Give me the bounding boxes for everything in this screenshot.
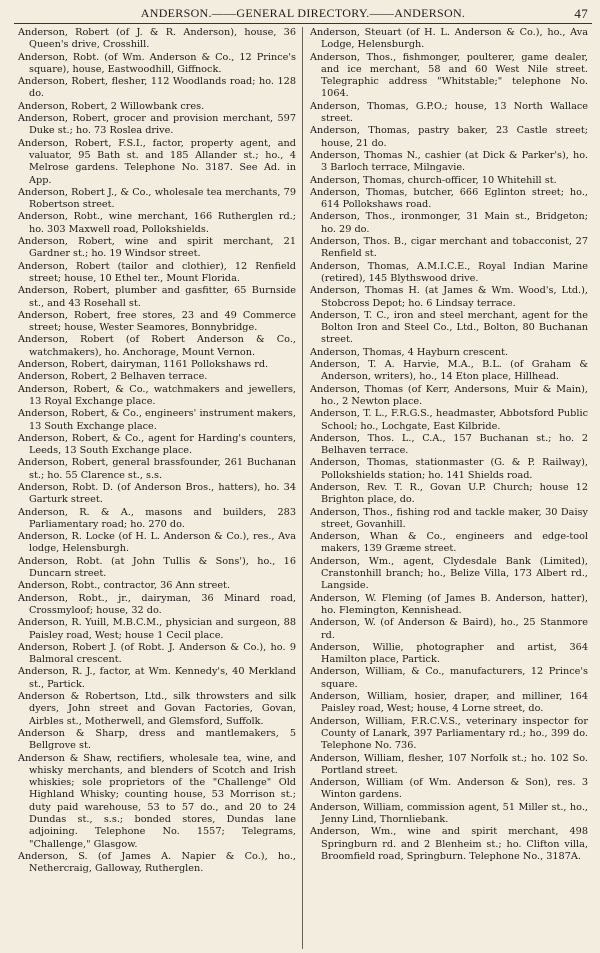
directory-entry: Anderson, Robert, plumber and gasfitter, 65 Burnside st., and 43 Rosehall st. bbox=[18, 285, 296, 309]
directory-entry: Anderson, Whan & Co., engineers and edge-tool makers, 139 Græme street. bbox=[310, 531, 588, 555]
directory-entry: Anderson, Robert, dairyman, 1161 Pollokshaws rd. bbox=[18, 359, 269, 371]
directory-entry: Anderson, Robert, general brassfounder, 261 Buchanan st.; ho. 55 Clarence st., s.s. bbox=[18, 457, 296, 481]
left-column bbox=[14, 27, 303, 949]
directory-entry: Anderson, Thomas, butcher, 666 Eglinton street; ho., 614 Pollokshaws road. bbox=[310, 186, 588, 211]
right-column bbox=[303, 27, 592, 949]
directory-entry: Anderson, T. L., F.R.G.S., headmaster, Abbotsford Public School; ho., Lochgate, East Kilbride. bbox=[310, 408, 588, 432]
directory-entry: Anderson, Robt., contractor, 36 Ann street. bbox=[18, 580, 231, 592]
directory-entry: Anderson, Robert J. (of Robt. J. Anderson & Co.), ho. 9 Balmoral crescent. bbox=[18, 641, 296, 666]
header-rule bbox=[14, 23, 592, 24]
directory-entry: Anderson, R. Locke (of H. L. Anderson & Co.), res., Ava lodge, Helensburgh. bbox=[18, 531, 296, 555]
directory-entry: Anderson, Robert, & Co., engineers' instrument makers, 13 South Exchange place. bbox=[18, 408, 296, 432]
directory-entry: Anderson, William, commission agent, 51 Miller st., ho., Jenny Lind, Thornliebank. bbox=[310, 801, 588, 825]
directory-entry: Anderson, Thomas, church-officer, 10 Whitehill st. bbox=[310, 174, 557, 186]
directory-entry: Anderson, Steuart (of H. L. Anderson & Co.), ho., Ava Lodge, Helensburgh. bbox=[310, 27, 588, 51]
directory-entry: Anderson, Robert, flesher, 112 Woodlands road; ho. 128 do. bbox=[18, 76, 296, 100]
directory-entry: Anderson, R. Yuill, M.B.C.M., physician and surgeon, 88 Paisley road, West; house 1 Cecil place. bbox=[18, 617, 296, 641]
directory-entry: Anderson, Thomas, pastry baker, 23 Castle street; house, 21 do. bbox=[310, 125, 588, 149]
directory-entry: Anderson, W. Fleming (of James B. Anderson, hatter), ho. Flemington, Kennishead. bbox=[310, 592, 588, 616]
directory-entry: Anderson, Thos., fishmonger, poulterer, game dealer, and ice merchant, 58 and 60 West Nile street. Telegraphic address "Whitstable;" telephone No. 1064. bbox=[310, 51, 588, 100]
directory-entry: Anderson, T. C., iron and steel merchant, agent for the Bolton Iron and Steel Co., Ltd., Bolton, 80 Buchanan street. bbox=[310, 309, 588, 346]
directory-entry: Anderson, W. (of Anderson & Baird), ho., 25 Stanmore rd. bbox=[310, 617, 588, 641]
directory-entry: Anderson, Robt. (at John Tullis & Sons'), ho., 16 Duncarn street. bbox=[18, 555, 296, 580]
running-header bbox=[14, 6, 592, 22]
directory-entry: Anderson, Thos. L., C.A., 157 Buchanan st.; ho. 2 Belhaven terrace. bbox=[310, 432, 588, 457]
directory-entry: Anderson, Thomas, A.M.I.C.E., Royal Indian Marine (retired), 145 Blythswood drive. bbox=[310, 260, 588, 284]
directory-entry: Anderson, Robt. D. (of Anderson Bros., hatters), ho. 34 Garturk street. bbox=[18, 481, 296, 506]
directory-entry: Anderson, Robert (of Robert Anderson & Co., watchmakers), ho. Anchorage, Mount Vernon. bbox=[18, 334, 296, 358]
directory-entry: Anderson, Thomas, 4 Hayburn crescent. bbox=[310, 346, 509, 358]
directory-entry: Anderson, Robert, & Co., agent for Harding's counters, Leeds, 13 South Exchange place. bbox=[18, 432, 296, 457]
directory-entry: Anderson, Robt. (of Wm. Anderson & Co., 12 Prince's square), house, Eastwoodhill, Giffnock. bbox=[18, 51, 296, 75]
directory-entry: Anderson, Thomas H. (at James & Wm. Wood's, Ltd.), Stobcross Depot; ho. 6 Lindsay terrace. bbox=[310, 285, 588, 309]
directory-entry: Anderson, Rev. T. R., Govan U.P. Church; house 12 Brighton place, do. bbox=[310, 481, 588, 506]
directory-entry: Anderson, Robert, grocer and provision merchant, 597 Duke st.; ho. 73 Roslea drive. bbox=[18, 113, 296, 137]
directory-entry: Anderson, Thomas N., cashier (at Dick & Parker's), ho. 3 Barloch terrace, Milngavie. bbox=[310, 149, 588, 174]
directory-entry: Anderson, Thomas, G.P.O.; house, 13 North Wallace street. bbox=[310, 100, 588, 125]
directory-entry: Anderson & Robertson, Ltd., silk throwsters and silk dyers, John street and Govan Factories, Govan, Airbles st., Motherwell, and Glemsford, Suffolk. bbox=[18, 691, 296, 727]
directory-entry: Anderson, Thomas, stationmaster (G. & P. Railway), Pollokshields station; ho. 141 Shields road. bbox=[310, 457, 588, 481]
directory-entry: Anderson, S. (of James A. Napier & Co.), ho., Nethercraig, Galloway, Rutherglen. bbox=[18, 850, 296, 875]
header-title: ANDERSON.——GENERAL DIRECTORY.——ANDERSON. bbox=[140, 6, 466, 20]
directory-entry: Anderson, R. J., factor, at Wm. Kennedy's, 40 Merkland st., Partick. bbox=[18, 666, 296, 690]
columns bbox=[14, 27, 592, 949]
directory-entry: Anderson & Shaw, rectifiers, wholesale tea, wine, and whisky merchants, and blenders of Scotch and Irish whiskies; sole proprietors of the "Challenge" Old Highland Whisky; counting house, 53 Morrison st.; duty paid warehouse, 53 to 57 do., and 20 to 24 Dundas st., s.s.; bonded stores, Dundas lane adjoining. Telephone No. 1557; Telegrams, "Challenge," Glasgow. bbox=[18, 752, 296, 850]
directory-entry: Anderson, Thos., fishing rod and tackle maker, 30 Daisy street, Govanhill. bbox=[310, 506, 588, 530]
directory-entry: Anderson, Willie, photographer and artist, 364 Hamilton place, Partick. bbox=[310, 641, 588, 666]
directory-entry: Anderson, Robert, 2 Belhaven terrace. bbox=[18, 371, 208, 383]
directory-entry: Anderson, William, hosier, draper, and milliner, 164 Paisley road, West; house, 4 Lorne street, do. bbox=[310, 691, 588, 715]
directory-entry: Anderson, Robert, & Co., watchmakers and jewellers, 13 Royal Exchange place. bbox=[18, 383, 296, 407]
directory-entry: Anderson, Robert, wine and spirit merchant, 21 Gardner st.; ho. 19 Windsor street. bbox=[18, 236, 296, 260]
directory-entry: Anderson, Robt., wine merchant, 166 Rutherglen rd.; ho. 303 Maxwell road, Pollokshields. bbox=[18, 211, 296, 235]
directory-entry: Anderson, William, F.R.C.V.S., veterinary inspector for County of Lanark, 397 Parliamentary rd.; ho., 399 do. Telephone No. 736. bbox=[310, 715, 588, 752]
directory-entry: Anderson, Thos. B., cigar merchant and tobacconist, 27 Renfield st. bbox=[310, 236, 588, 260]
directory-entry: Anderson, Robert J., & Co., wholesale tea merchants, 79 Robertson street. bbox=[18, 186, 296, 211]
directory-entry: Anderson, Thos., ironmonger, 31 Main st., Bridgeton; ho. 29 do. bbox=[310, 211, 588, 235]
directory-entry: Anderson, Thomas (of Kerr, Andersons, Muir & Main), ho., 2 Newton place. bbox=[310, 383, 588, 407]
directory-entry: Anderson, T. A. Harvie, M.A., B.L. (of Graham & Anderson, writers), ho., 14 Eton place, Hillhead. bbox=[310, 359, 588, 383]
directory-entry: Anderson, Wm., wine and spirit merchant, 498 Springburn rd. and 2 Blenheim st.; ho. Clifton villa, Broomfield road, Springburn. Telephone No., 3187A. bbox=[310, 826, 588, 862]
directory-entry: Anderson, Robert (of J. & R. Anderson), house, 36 Queen's drive, Crosshill. bbox=[18, 27, 296, 51]
directory-entry: Anderson, Wm., agent, Clydesdale Bank (Limited), Cranstonhill branch; ho., Belize Villa, 173 Albert rd., Langside. bbox=[310, 555, 588, 592]
directory-entry: Anderson, William, & Co., manufacturers, 12 Prince's square. bbox=[310, 666, 588, 690]
page-number: 47 bbox=[574, 6, 588, 21]
directory-entry: Anderson, R. & A., masons and builders, 283 Parliamentary road; ho. 270 do. bbox=[18, 506, 296, 530]
directory-entry: Anderson & Sharp, dress and mantlemakers, 5 Bellgrove st. bbox=[18, 727, 296, 752]
directory-entry: Anderson, Robert, 2 Willowbank cres. bbox=[18, 100, 205, 112]
directory-entry: Anderson, William (of Wm. Anderson & Son), res. 3 Winton gardens. bbox=[310, 777, 588, 801]
directory-entry: Anderson, Robert, free stores, 23 and 49 Commerce street; house, Wester Seamores, Bonnybridge. bbox=[18, 309, 296, 334]
directory-entry: Anderson, Robt., jr., dairyman, 36 Minard road, Crossmyloof; house, 32 do. bbox=[18, 592, 296, 616]
directory-entry: Anderson, William, flesher, 107 Norfolk st.; ho. 102 So. Portland street. bbox=[310, 752, 588, 776]
directory-entry: Anderson, Robert (tailor and clothier), 12 Renfield street; house, 10 Ethel ter., Mount Florida. bbox=[18, 260, 296, 284]
directory-entry: Anderson, Robert, F.S.I., factor, property agent, and valuator, 95 Bath st. and 185 Allander st.; ho., 4 Melrose gardens. Telephone No. 3187. See Ad. in App. bbox=[18, 137, 296, 186]
